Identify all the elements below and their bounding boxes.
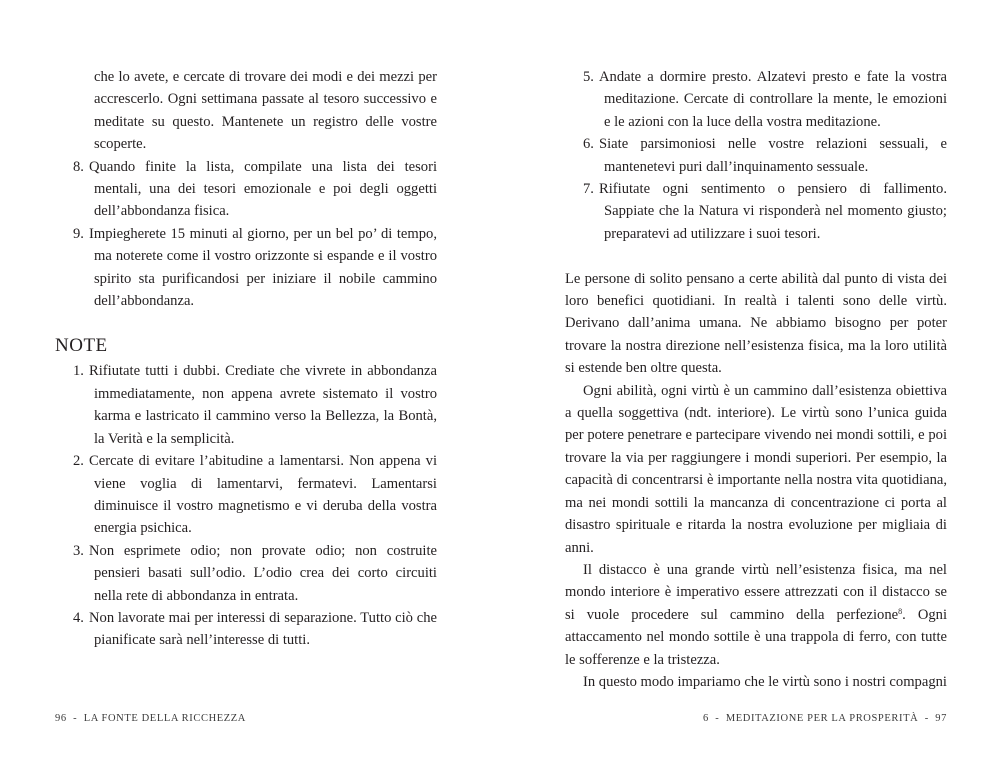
note-item [565,66,947,133]
list-item-number: 9. [73,225,84,242]
note-number: 2. [73,453,84,470]
note-item [55,607,437,652]
note-text: Rifiutate tutti i dubbi. Crediate che vivrete in abbondanza immediatamente, non appena avrete sistemato il vostro karma e lastricato il cammino verso la Bellezza, la Bontà, la Verità e la semplicità. [89,363,437,447]
paragraph: In questo modo impariamo che le virtù sono i nostri compagni [583,673,947,690]
list-item-text: Quando finite la lista, compilate una lista dei tesori mentali, una dei tesori emozionale e poi degli oggetti dell’abbondanza fisica. [89,158,437,220]
list-item [55,156,437,223]
notes-heading: NOTE [55,335,108,357]
paragraph-text: Il distacco è una grande virtù nell’esistenza fisica, ma nel mondo interiore è imperativo essere attrezzati con il distacco se si vuole procedere sul cammino della perfezione [565,561,947,623]
paragraph-text: . Ogni attaccamento nel mondo sottile è una trappola di ferro, con tutte le sofferenze e la tristezza. [565,606,948,668]
left-text-block [55,66,437,652]
note-number: 6. [583,136,594,153]
paragraph: Le persone di solito pensano a certe abilità dal punto di vista dei loro benefici quotidiani. In realtà i talenti sono delle virtù. Derivano dall’anima umana. Ne abbiamo bisogno per poter trovare la nostra direzione nell’esistenza fisica, ma la loro utilità si estende ben oltre questa. [565,270,947,377]
note-number: 5. [583,69,594,85]
note-item [565,178,947,245]
section-spacer [565,245,947,267]
paragraph: Ogni abilità, ogni virtù è un cammino dall’esistenza obiettiva a quella soggettiva (ndt. interiore). Le virtù sono l’unica guida per potere penetrare e partecipare vivendo nei mondi sottili, e poi trovare la via per raggiungere i mondi superiori. Per esempio, la capacità di concentrarsi è importante nella nostra vita quotidiana, ma nei mondi sottili la mancanza di concentrazione ci porta al disastro spirituale e ritarda la nostra evoluzione per migliaia di anni. [565,382,947,556]
chapter-title: MEDITAZIONE PER LA PROSPERITÀ [725,713,919,724]
note-item [55,450,437,540]
list-item [55,223,437,313]
note-text: Non esprimete odio; non provate odio; non costruite pensieri basati sull’odio. L’odio crea dei corto circuiti nella rete di abbondanza in entrata. [89,542,437,604]
note-number: 7. [583,181,594,198]
list-item-number: 8. [73,158,84,175]
list-item-7-continuation [55,66,437,156]
note-number: 4. [73,609,84,626]
note-text: Andate a dormire presto. Alzatevi presto e fate la vostra meditazione. Cercate di controllare la mente, le emozioni e le azioni con la luce della vostra meditazione. [599,69,947,130]
note-text: Cercate di evitare l’abitudine a lamentarsi. Non appena vi viene voglia di lamentarvi, fermatevi. Lamentarsi diminuisce il vostro magnetismo e vi deruba della vostra energia psichica. [89,453,437,537]
right-page-footer [703,713,947,724]
page-number: 96 [55,713,67,724]
chapter-number: 6 [702,713,709,724]
note-number: 3. [73,542,84,559]
book-title: LA FONTE DELLA RICCHEZZA [83,713,246,724]
note-text: Non lavorate mai per interessi di separazione. Tutto ciò che pianificate sarà nell’interesse di tutti. [89,609,437,649]
right-text-block [565,66,947,693]
note-text: Rifiutate ogni sentimento o pensiero di fallimento. Sappiate che la Natura vi risponderà nel momento giusto; preparatevi ad utilizzare i suoi tesori. [599,181,947,242]
list-item-text: Impiegherete 15 minuti al giorno, per un bel po’ di tempo, ma noterete come il vostro orizzonte si espande e il vostro spirito sta purificandosi per iniziare il nobile cammino dell’abbondanza. [89,225,437,310]
paragraph [565,559,947,671]
page-number: 97 [935,713,947,724]
note-item [565,133,947,178]
footnote-reference[interactable]: 8 [898,606,903,616]
left-page-footer [55,713,246,724]
note-item [55,540,437,607]
note-number: 1. [73,363,84,380]
footer-separator: - [73,713,78,724]
right-page [500,0,1000,767]
footer-separator: - [715,713,720,724]
footer-separator: - [924,713,929,724]
note-item [55,360,437,450]
note-text: Siate parsimoniosi nelle vostre relazioni sessuali, e mantenetevi puri dall’inquinamento sessuale. [599,136,947,175]
list-item-text: che lo avete, e cercate di trovare dei modi e dei mezzi per accrescerlo. Ogni settimana passate al tesoro successivo e meditate su questo. Mantenete un registro delle vostre scoperte. [94,69,437,153]
